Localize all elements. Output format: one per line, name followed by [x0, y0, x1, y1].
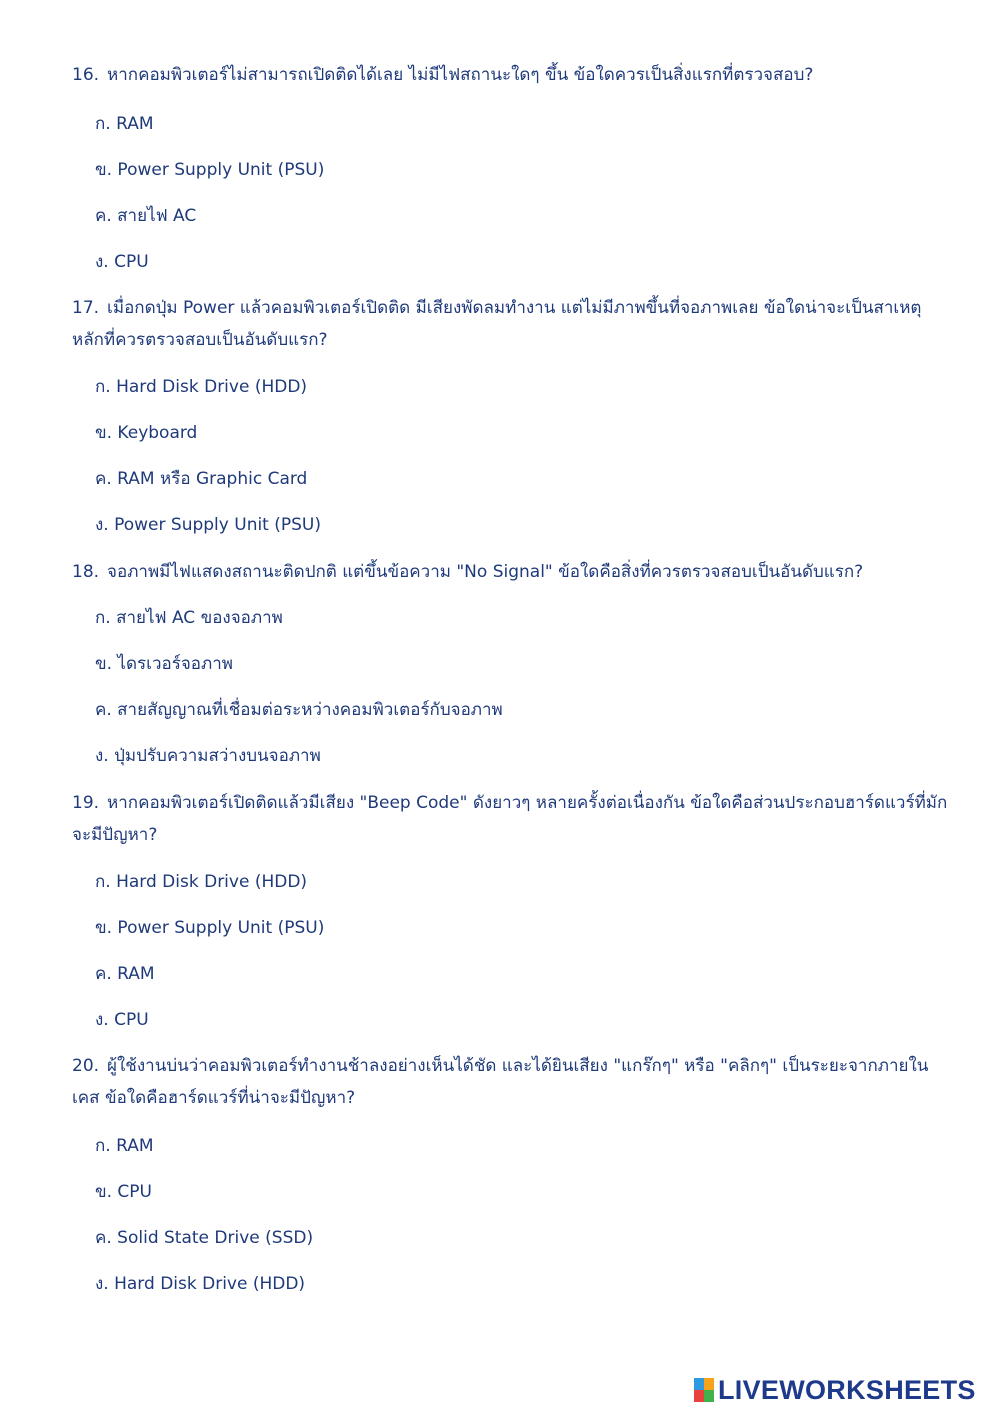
question-16	[72, 59, 952, 91]
question-19	[72, 787, 952, 851]
question-number: 20.	[72, 1056, 100, 1076]
q19-option-a[interactable]: ก. Hard Disk Drive (HDD)	[95, 872, 308, 892]
question-number: 17.	[72, 298, 100, 318]
liveworksheets-brand	[694, 1376, 976, 1404]
question-18	[72, 556, 952, 588]
logo-square-red	[694, 1390, 704, 1402]
q20-option-a[interactable]: ก. RAM	[95, 1136, 154, 1156]
question-number: 16.	[72, 65, 100, 85]
q18-option-a[interactable]: ก. สายไฟ AC ของจอภาพ	[95, 608, 283, 628]
q19-option-d[interactable]: ง. CPU	[95, 1010, 149, 1030]
q16-option-a[interactable]: ก. RAM	[95, 114, 154, 134]
q17-option-c[interactable]: ค. RAM หรือ Graphic Card	[95, 469, 308, 489]
question-17	[72, 292, 952, 356]
question-text: เมื่อกดปุ่ม Power แล้วคอมพิวเตอร์เปิดติด มีเสียงพัดลมทำงาน แต่ไม่มีภาพขึ้นที่จอภาพเลย ข้อใดน่าจะเป็นสาเหตุหลักที่ควรตรวจสอบเป็นอันดับแรก?	[72, 298, 922, 350]
question-20	[72, 1050, 952, 1114]
q19-option-b[interactable]: ข. Power Supply Unit (PSU)	[95, 918, 325, 938]
question-text: ผู้ใช้งานบ่นว่าคอมพิวเตอร์ทำงานช้าลงอย่างเห็นได้ชัด และได้ยินเสียง "แกร๊กๆ" หรือ "คลิกๆ" เป็นระยะจากภายในเคส ข้อใดคือฮาร์ดแวร์ที่น่าจะมีปัญหา?	[72, 1056, 929, 1108]
q17-option-b[interactable]: ข. Keyboard	[95, 423, 198, 443]
q20-option-c[interactable]: ค. Solid State Drive (SSD)	[95, 1228, 314, 1248]
q16-option-d[interactable]: ง. CPU	[95, 252, 149, 272]
brand-wordmark: LIVEWORKSHEETS	[718, 1374, 976, 1405]
logo-square-green	[704, 1390, 714, 1402]
q17-option-a[interactable]: ก. Hard Disk Drive (HDD)	[95, 377, 308, 397]
q17-option-d[interactable]: ง. Power Supply Unit (PSU)	[95, 515, 322, 535]
q20-option-d[interactable]: ง. Hard Disk Drive (HDD)	[95, 1274, 306, 1294]
logo-square-blue	[694, 1378, 704, 1390]
q18-option-b[interactable]: ข. ไดรเวอร์จอภาพ	[95, 654, 233, 674]
logo-square-orange	[704, 1378, 714, 1390]
question-text: หากคอมพิวเตอร์ไม่สามารถเปิดติดได้เลย ไม่มีไฟสถานะใดๆ ขึ้น ข้อใดควรเป็นสิ่งแรกที่ตรวจสอบ?	[107, 65, 814, 85]
q18-option-d[interactable]: ง. ปุ่มปรับความสว่างบนจอภาพ	[95, 746, 321, 766]
q20-option-b[interactable]: ข. CPU	[95, 1182, 152, 1202]
question-number: 18.	[72, 562, 100, 582]
q18-option-c[interactable]: ค. สายสัญญาณที่เชื่อมต่อระหว่างคอมพิวเตอร์กับจอภาพ	[95, 700, 503, 720]
liveworksheets-logo-icon	[694, 1378, 714, 1402]
q19-option-c[interactable]: ค. RAM	[95, 964, 155, 984]
question-text: หากคอมพิวเตอร์เปิดติดแล้วมีเสียง "Beep Code" ดังยาวๆ หลายครั้งต่อเนื่องกัน ข้อใดคือส่วนประกอบฮาร์ดแวร์ที่มักจะมีปัญหา?	[72, 793, 948, 845]
question-number: 19.	[72, 793, 100, 813]
q16-option-c[interactable]: ค. สายไฟ AC	[95, 206, 197, 226]
q16-option-b[interactable]: ข. Power Supply Unit (PSU)	[95, 160, 325, 180]
question-text: จอภาพมีไฟแสดงสถานะติดปกติ แต่ขึ้นข้อความ "No Signal" ข้อใดคือสิ่งที่ควรตรวจสอบเป็นอันดับแรก?	[107, 562, 864, 582]
